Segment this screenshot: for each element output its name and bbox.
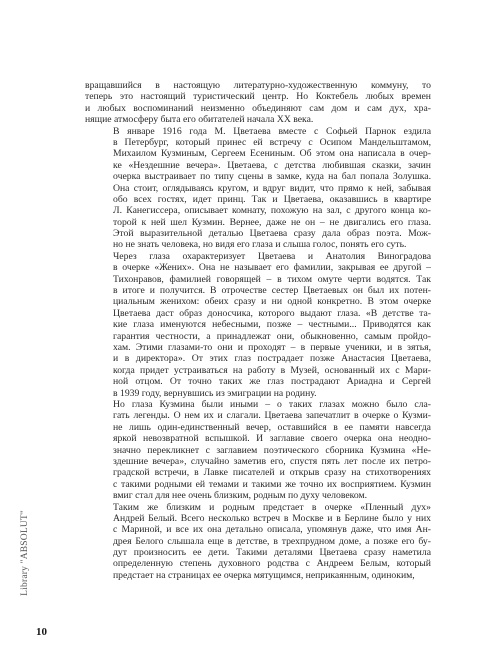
text-line: в 1939 году, вернувшись из эмиграции на родину. xyxy=(113,387,317,399)
text-line: Тихонравов, фамилией говорящей – в тихом омуте черти водятся. Так xyxy=(113,273,431,285)
text-line: хам. Этими глазами-то они и проходят – в первые ученики, и в зятья, xyxy=(113,342,431,354)
text-line: обо всех гостях, идет принц. Так и Цветаева, оказавшись в квартире xyxy=(113,193,431,205)
text-line: теперь это настоящий туристический центр. Но Коктебель любых времен xyxy=(85,91,431,103)
text-line: но не знать человека, но видя его глаза и слыша голос, понять его суть. xyxy=(113,239,407,251)
text-line: с Мариной, и все их она детально описала, упомянув даже, что имя Ан- xyxy=(113,524,431,536)
text-line: циальным женихом: обеих сразу и ни одной конкретно. В этом очерке xyxy=(113,296,431,308)
text-line: и любых воспоминаний неизменно объединяют сам дом и сам дух, хра- xyxy=(85,102,431,114)
text-line: ке «Нездешние вечера». Цветаева, с детства любившая сказки, зачин xyxy=(113,159,431,171)
text-line: Цветаева даст образ доносчика, которого выдают глаза. «В детстве та- xyxy=(113,307,431,319)
paragraph xyxy=(85,399,431,502)
text-line: торой к ней шел Кузмин. Вернее, даже не он – не двигались его глаза. xyxy=(113,216,431,228)
library-watermark: Library "ABSOLUT" xyxy=(20,510,30,596)
text-line: Андрей Белый. Всего несколько встреч в Москве и в Берлине было у них xyxy=(113,512,431,524)
text-line: гарантия честности, а принадлежат они, обыкновенно, самым пройдо- xyxy=(113,330,431,342)
text-line: Михаилом Кузминым, Сергеем Есениным. Об этом она написала в очер- xyxy=(113,148,431,160)
text-line: яркой невозвратной вспышкой. И заглавие своего очерка она неодно- xyxy=(113,433,431,445)
text-line: в итоге и получится. В отрочестве сестер Цветаевых он был их потен- xyxy=(113,285,431,297)
text-line: Л. Канегиссера, описывает комнату, похожую на зал, с другого конца ко- xyxy=(113,205,431,217)
text-line: гать легенды. О нем их и слагали. Цветаева запечатлит в очерке о Кузми- xyxy=(113,410,431,422)
paragraph xyxy=(85,251,431,399)
text-line: Она стоит, оглядываясь кругом, и вдруг видит, что прямо к ней, забывая xyxy=(113,182,431,194)
page-number: 10 xyxy=(36,626,47,638)
paragraph xyxy=(85,80,431,126)
paragraph xyxy=(85,502,431,582)
text-line: Таким же близким и родным предстает в очерке «Пленный дух» xyxy=(113,501,431,513)
text-line: Этой выразительной деталью Цветаева сразу дала образ поэта. Мож- xyxy=(113,228,431,240)
text-line: В январе 1916 года М. Цветаева вместе с Софьей Парнок ездила xyxy=(113,125,431,137)
paragraph xyxy=(85,126,431,251)
text-line: предстает на страницах ее очерка мятущимся, неприкаянным, одиноким, xyxy=(113,569,415,581)
text-line: не лишь один-единственный вечер, оставшийся в ее памяти навсегда xyxy=(113,421,431,433)
text-line: ной отцом. От точно таких же глаз пострадают Ариадна и Сергей xyxy=(113,376,431,388)
text-line: с такими родными ей темами и такими же точно их восприятием. Кузмин xyxy=(113,478,431,490)
text-line: дрея Белого слышала еще в детстве, в трехпрудном доме, а позже его бу- xyxy=(113,535,431,547)
text-line: вращавшийся в настоящую литературно-художественную коммуну, то xyxy=(85,80,431,91)
text-line: градской встречи, в Лавке писателей и открыв сразу на стихотворениях xyxy=(113,467,431,479)
text-line: дут произносить ее дети. Такими деталями Цветаева сразу наметила xyxy=(113,547,431,559)
text-line: определенную степень духовного родства с Андреем Белым, который xyxy=(113,558,431,570)
main-text xyxy=(85,80,431,581)
text-line: когда придет устраиваться на работу в Музей, основанный их с Мари- xyxy=(113,364,431,376)
text-line: Но глаза Кузмина были иными – о таких глазах можно было сла- xyxy=(113,398,431,410)
text-line: кие глаза именуются небесными, позже – честными... Приводятся как xyxy=(113,319,431,331)
text-line: в Петербург, который принес ей встречу с Осипом Мандельштамом, xyxy=(113,136,431,148)
text-line: значно перекликнет с заглавием поэтического сборника Кузмина «Не- xyxy=(113,444,431,456)
text-line: и в директора». От этих глаз пострадает позже Анастасия Цветаева, xyxy=(113,353,431,365)
text-line: здешние вечера», случайно заметив его, спустя пять лет после их петро- xyxy=(113,455,431,467)
text-line: очерка выстраивает по типу сцены в замке, куда на бал попала Золушка. xyxy=(113,171,431,183)
text-line: нящие атмосферу быта его обитателей начала XX века. xyxy=(85,114,314,126)
text-line: в очерке «Жених». Она не называет его фамилии, закрывая ее другой – xyxy=(113,262,431,274)
text-line: вмиг стал для нее очень близким, родным по духу человеком. xyxy=(113,490,368,502)
text-line: Через глаза охарактеризует Цветаева и Анатолия Виноградова xyxy=(113,250,431,262)
